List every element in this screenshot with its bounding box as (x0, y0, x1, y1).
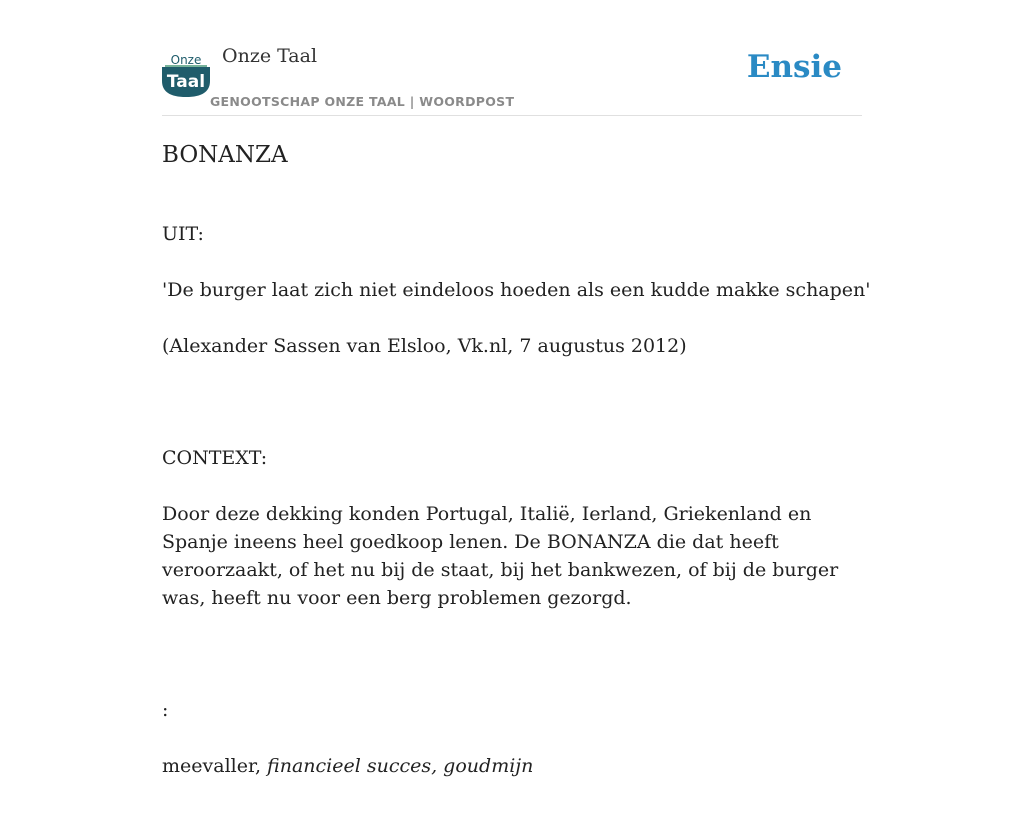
context-text: Door deze dekking konden Portugal, Italië, Ierland, Griekenland en Spanje ineens heel goedkoop lenen. De BONANZA die dat heeft veroorzaakt, of het nu bij de staat, bij het bankwezen, of bij de burger was, heeft nu voor een berg problemen gezorgd. (162, 503, 839, 609)
source-label: UIT: (162, 223, 204, 245)
meaning-text-plain: meevaller, (162, 755, 261, 777)
onze-taal-logo-icon[interactable] (162, 53, 210, 97)
meaning-text (162, 752, 882, 780)
meaning-label: : (162, 699, 169, 721)
source-citation: (Alexander Sassen van Elsloo, Vk.nl, 7 augustus 2012) (162, 335, 687, 357)
brand-subtitle: GENOOTSCHAP ONZE TAAL | WOORDPOST (210, 94, 515, 109)
ensie-site-link[interactable]: Ensie (746, 49, 842, 85)
entry-title: BONANZA (162, 142, 288, 168)
logo-text-top: Onze (170, 53, 202, 67)
logo-text-bottom: Taal (166, 72, 206, 92)
brand-name[interactable]: Onze Taal (222, 45, 318, 67)
context-label: CONTEXT: (162, 447, 268, 469)
source-quote: 'De burger laat zich niet eindeloos hoeden als een kudde makke schapen' (162, 279, 871, 301)
site-header (162, 44, 862, 116)
entry-content (162, 140, 882, 836)
meaning-block (162, 668, 882, 808)
meaning-text-italic: financieel succes, goudmijn (267, 755, 534, 777)
context-block (162, 416, 882, 640)
source-block (162, 192, 882, 388)
